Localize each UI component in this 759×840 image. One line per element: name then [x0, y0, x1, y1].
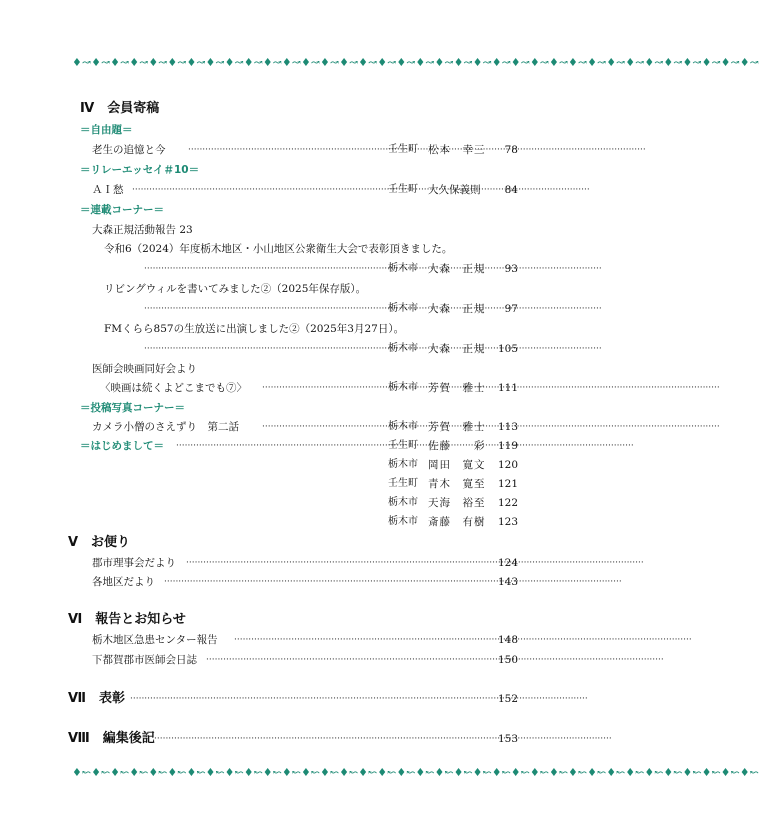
author-name: 芳賀 雅士 — [428, 421, 486, 433]
author-place: 栃木市 — [388, 263, 418, 274]
author-place: 壬生町 — [388, 478, 418, 489]
author-name: 芳賀 雅士 — [428, 382, 486, 394]
author-name: 大森 正規 — [428, 263, 486, 275]
author-name: 松本 幸三 — [428, 144, 486, 156]
report-item-title[interactable]: 栃木地区急患センター報告 — [92, 634, 218, 646]
photo-essay-title[interactable]: カメラ小僧のさえずり 第二話 — [92, 421, 239, 433]
serial-item-title[interactable]: FMくらら857の生放送に出演しました②（2025年3月27日）。 — [104, 323, 405, 335]
author-place: 栃木市 — [388, 421, 418, 432]
leader-dots — [176, 439, 380, 453]
leader-dots — [186, 556, 496, 570]
film-club-title: 医師会映画同好会より — [92, 363, 197, 375]
leader-dots — [262, 381, 380, 395]
author-name: 斎藤 有樹 — [428, 516, 486, 528]
leader-dots — [154, 732, 496, 746]
author-place: 栃木市 — [388, 382, 418, 393]
page-number: 93 — [504, 263, 518, 275]
letters-item-title[interactable]: 各地区だより — [92, 576, 155, 588]
serial-item-title[interactable]: リビングウィルを書いてみました②（2025年保存版）。 — [104, 283, 367, 295]
section-8-title[interactable]: Ⅷ 編集後記 — [68, 731, 155, 746]
bottom-ornament-border: ♦↜♦↜♦↜♦↜♦↜♦↜♦↜♦↜♦↜♦↜♦↜♦↜♦↜♦↜♦↜♦↜♦↜♦↜♦↜♦↜♦↜♦↜♦↜♦↜♦↜♦↜♦↜♦↜♦↜♦↜♦↜♦↜♦↜♦↜♦↜♦↜ — [72, 766, 759, 779]
page-number: 152 — [497, 693, 518, 705]
leader-dots — [164, 575, 496, 589]
serial-item-title[interactable]: 令和6（2024）年度栃木地区・小山地区公衆衛生大会で表彰頂きました。 — [104, 243, 453, 255]
relay-essay-heading: ＝リレーエッセイ＃10＝ — [80, 164, 200, 176]
free-topic-title[interactable]: 老生の追憶と今 — [92, 144, 166, 156]
page-number: 111 — [497, 382, 518, 394]
page-number: 148 — [497, 634, 518, 646]
author-place: 栃木市 — [388, 343, 418, 354]
page-number: 105 — [497, 343, 518, 355]
page-number: 153 — [497, 733, 518, 745]
page-number: 97 — [504, 303, 518, 315]
page-number: 84 — [504, 184, 518, 196]
section-6-title: Ⅵ 報告とお知らせ — [68, 612, 186, 627]
author-name: 岡田 寛文 — [428, 459, 486, 471]
page-number: 143 — [497, 576, 518, 588]
leader-dots — [144, 302, 380, 316]
author-name: 青木 寛至 — [428, 478, 486, 490]
author-place: 壬生町 — [388, 440, 418, 451]
author-name: 大久保義則 — [428, 184, 481, 196]
page-number: 78 — [504, 144, 518, 156]
author-name: 大森 正規 — [428, 303, 486, 315]
author-place: 壬生町 — [388, 184, 418, 195]
leader-dots — [262, 420, 380, 434]
page-number: 150 — [497, 654, 518, 666]
author-place: 栃木市 — [388, 303, 418, 314]
free-topic-heading: ＝自由題＝ — [80, 124, 133, 136]
leader-dots — [132, 183, 380, 197]
relay-essay-title[interactable]: ＡＩ愁 — [92, 184, 124, 196]
nice-to-meet-heading: ＝はじめまして＝ — [80, 440, 164, 452]
section-4-title: Ⅳ 会員寄稿 — [80, 101, 160, 116]
film-essay-title[interactable]: 〈映画は続くよどこまでも⑦〉 — [100, 382, 247, 394]
leader-dots — [234, 633, 496, 647]
serial-corner-heading: ＝連載コーナー＝ — [80, 204, 164, 216]
letters-item-title[interactable]: 郡市理事会だより — [92, 557, 176, 569]
leader-dots — [144, 342, 380, 356]
author-place: 栃木市 — [388, 459, 418, 470]
page-number: 124 — [497, 557, 518, 569]
author-place: 壬生町 — [388, 144, 418, 155]
page-number: 119 — [497, 440, 518, 452]
photo-corner-heading: ＝投稿写真コーナー＝ — [80, 402, 185, 414]
author-name: 天海 裕至 — [428, 497, 486, 509]
page-number: 123 — [497, 516, 518, 528]
section-5-title: Ⅴ お便り — [68, 535, 131, 550]
author-name: 佐藤 彩 — [428, 440, 486, 452]
section-7-title[interactable]: Ⅶ 表彰 — [68, 691, 126, 706]
author-place: 栃木市 — [388, 497, 418, 508]
series-title: 大森正規活動報告 23 — [92, 224, 193, 236]
top-ornament-border: ♦↝♦↝♦↝♦↝♦↝♦↝♦↝♦↝♦↝♦↝♦↝♦↝♦↝♦↝♦↝♦↝♦↝♦↝♦↝♦↝♦↝♦↝♦↝♦↝♦↝♦↝♦↝♦↝♦↝♦↝♦↝♦↝♦↝♦↝♦↝♦↝ — [72, 56, 759, 69]
page-number: 122 — [497, 497, 518, 509]
page-number: 120 — [497, 459, 518, 471]
leader-dots — [188, 143, 380, 157]
author-place: 栃木市 — [388, 516, 418, 527]
author-name: 大森 正規 — [428, 343, 486, 355]
page-number: 113 — [497, 421, 518, 433]
leader-dots — [206, 653, 496, 667]
leader-dots — [144, 262, 380, 276]
page-number: 121 — [497, 478, 518, 490]
report-item-title[interactable]: 下都賀郡市医師会日誌 — [92, 654, 197, 666]
leader-dots — [130, 692, 496, 706]
